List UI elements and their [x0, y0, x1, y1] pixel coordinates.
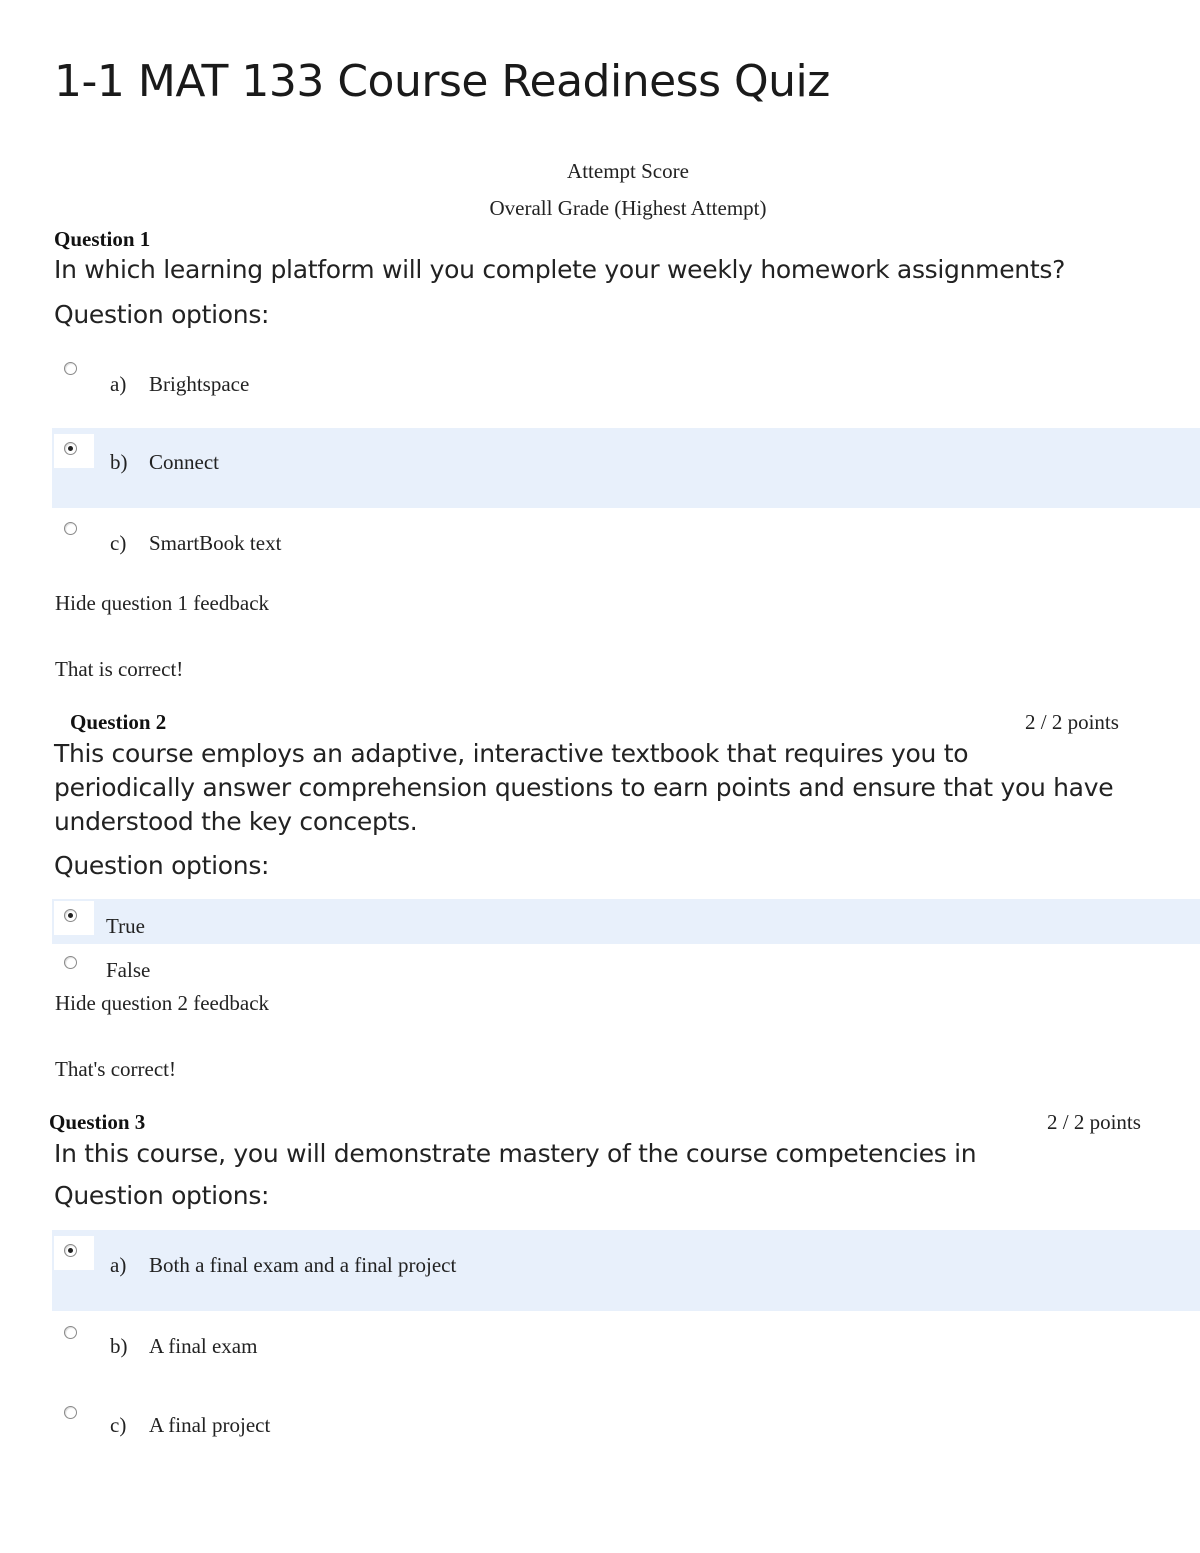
radio-button-selected[interactable] [54, 434, 94, 468]
option-letter: a) [110, 372, 127, 396]
question-3-options-label: Question options: [54, 1181, 270, 1210]
question-1-feedback: That is correct! [55, 657, 184, 681]
question-3-option-b[interactable] [52, 1316, 1200, 1380]
question-2-heading: Question 2 [70, 710, 167, 734]
option-text: SmartBook text [149, 531, 282, 555]
question-1-options-label: Question options: [54, 300, 270, 329]
question-3-option-a[interactable] [52, 1230, 1200, 1311]
option-text: False [106, 958, 151, 982]
question-2-points: 2 / 2 points [1025, 710, 1119, 734]
option-letter: c) [110, 1413, 127, 1437]
radio-button[interactable] [54, 354, 94, 388]
option-letter: a) [110, 1253, 127, 1277]
question-3-text: In this course, you will demonstrate mastery of the course competencies in [54, 1139, 977, 1168]
question-2-option-false[interactable] [52, 946, 1200, 986]
radio-button[interactable] [54, 1398, 94, 1432]
question-1-feedback-toggle[interactable]: Hide question 1 feedback [55, 591, 270, 615]
question-2-feedback: That's correct! [55, 1057, 176, 1081]
question-3-option-c[interactable] [52, 1396, 1200, 1460]
question-2-feedback-toggle[interactable]: Hide question 2 feedback [55, 991, 270, 1015]
radio-button[interactable] [54, 948, 94, 982]
question-1-option-a[interactable] [52, 352, 1200, 416]
question-2-options-label: Question options: [54, 851, 270, 880]
option-letter: b) [110, 450, 128, 474]
radio-button-selected[interactable] [54, 1236, 94, 1270]
radio-button[interactable] [54, 1318, 94, 1352]
radio-button-selected[interactable] [54, 901, 94, 935]
question-1-text: In which learning platform will you complete your weekly homework assignments? [54, 255, 1066, 284]
question-1-heading: Question 1 [54, 227, 151, 251]
question-1-option-c[interactable] [52, 512, 1200, 576]
option-text: Connect [149, 450, 219, 474]
option-text: Brightspace [149, 372, 250, 396]
page-title: 1-1 MAT 133 Course Readiness Quiz [54, 56, 830, 107]
option-letter: c) [110, 531, 127, 555]
option-text: A final project [149, 1413, 271, 1437]
question-3-heading: Question 3 [49, 1110, 146, 1134]
radio-button[interactable] [54, 514, 94, 548]
option-letter: b) [110, 1334, 128, 1358]
overall-grade-label: Overall Grade (Highest Attempt) [489, 196, 767, 220]
option-text: True [106, 914, 145, 938]
option-text: A final exam [149, 1334, 258, 1358]
option-text: Both a final exam and a final project [149, 1253, 457, 1277]
question-1-option-b[interactable] [52, 428, 1200, 508]
attempt-score-label: Attempt Score [567, 159, 689, 183]
question-2-option-true[interactable] [52, 899, 1200, 944]
question-3-points: 2 / 2 points [1047, 1110, 1141, 1134]
question-2-text: This course employs an adaptive, interactive textbook that requires you to periodically answer comprehension questions to earn points and ensure that you have understood the key concepts. [54, 739, 1114, 836]
